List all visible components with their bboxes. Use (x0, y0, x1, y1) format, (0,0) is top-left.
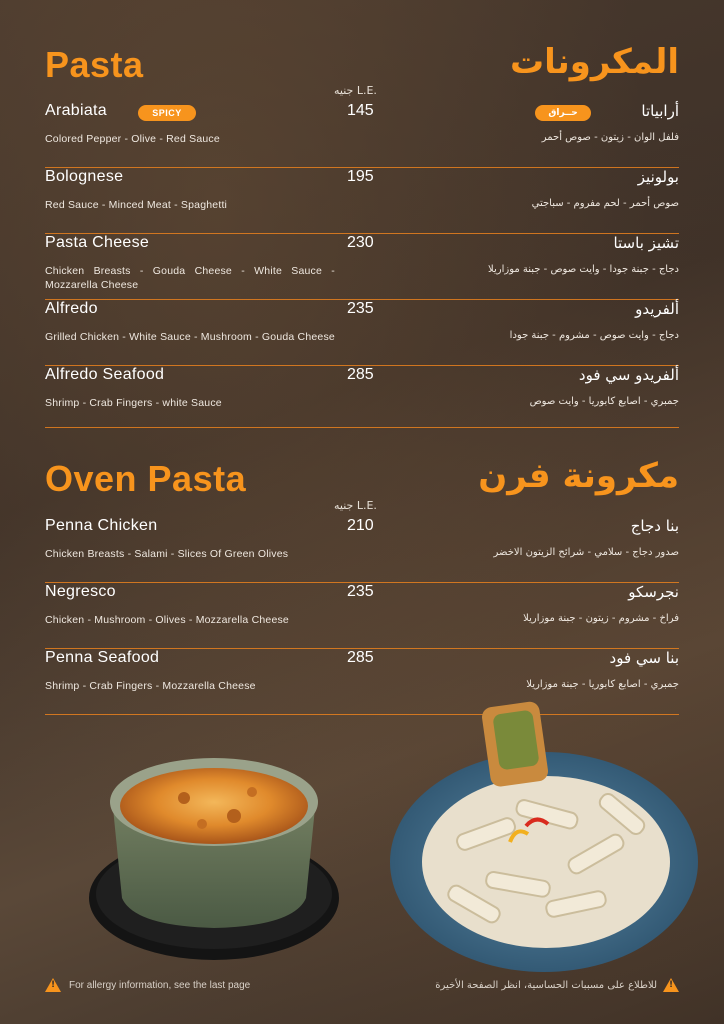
item-name-en: Pasta Cheese (45, 234, 150, 251)
item-desc-en: Grilled Chicken - White Sauce - Mushroom - Gouda Cheese (45, 331, 335, 343)
item-desc-ar: دجاج - جبنة جودا - وايت صوص - جبنة موزاريلا (488, 264, 679, 275)
item-name-ar: نجرسكو (628, 583, 679, 601)
section-title-oven-pasta-ar: مكرونة فرن (478, 456, 679, 496)
menu-item (45, 517, 679, 583)
spicy-badge-ar: حــراق (535, 105, 591, 121)
item-name-en: Arabiata (45, 102, 107, 119)
item-desc-ar: دجاج - وايت صوص - مشروم - جبنة جودا (509, 330, 679, 341)
allergy-note-en (45, 978, 250, 992)
allergy-text-ar: للاطلاع على مسببات الحساسية، انظر الصفحة الأخيرة (435, 979, 657, 991)
item-name-ar: تشيز باستا (613, 234, 679, 252)
item-desc-en: Chicken Breasts - Gouda Cheese - White Sauce - Mozzarella Cheese (45, 265, 335, 291)
item-price: 195 (347, 168, 374, 185)
divider (45, 427, 679, 428)
menu-item (45, 300, 679, 366)
section-title-pasta-en: Pasta (45, 44, 144, 85)
section-title-pasta-ar: المكرونات (510, 42, 679, 82)
item-name-ar: بولونيز (637, 168, 679, 186)
menu-item (45, 102, 679, 168)
menu-item (45, 583, 679, 649)
section-title-oven-pasta-en: Oven Pasta (45, 458, 247, 499)
item-desc-ar: صدور دجاج - سلامي - شرائح الزيتون الاخضر (493, 547, 679, 558)
item-name-ar: ألفريدو سي فود (578, 366, 679, 384)
menu-item (45, 234, 679, 300)
allergy-footer (45, 978, 679, 996)
item-desc-en: Chicken Breasts - Salami - Slices Of Green Olives (45, 548, 289, 560)
currency-label: جنيه L.E. (334, 499, 377, 512)
item-name-en: Penna Chicken (45, 517, 158, 534)
item-desc-en: Red Sauce - Minced Meat - Spaghetti (45, 199, 228, 211)
menu-item (45, 168, 679, 234)
item-price: 285 (347, 366, 374, 383)
item-name-en: Negresco (45, 583, 116, 600)
oven-pasta-bowl-image (84, 728, 344, 968)
allergy-text-en: For allergy information, see the last page (69, 979, 251, 991)
item-name-en: Alfredo Seafood (45, 366, 165, 383)
item-price: 235 (347, 583, 374, 600)
item-desc-ar: جمبري - اصابع كابوريا - جبنة موزاريلا (526, 679, 679, 690)
item-name-en: Alfredo (45, 300, 98, 317)
menu-item (45, 366, 679, 428)
item-price: 285 (347, 649, 374, 666)
item-desc-en: Shrimp - Crab Fingers - Mozzarella Cheese (45, 680, 256, 692)
item-name-ar: بنا دجاج (630, 517, 679, 535)
allergy-note-ar (435, 978, 679, 992)
warning-icon (663, 978, 679, 992)
item-desc-ar: صوص أحمر - لحم مفروم - سباجتي (531, 198, 679, 209)
currency-label: جنيه L.E. (334, 84, 377, 97)
item-price: 210 (347, 517, 374, 534)
item-name-ar: أرابياتا (641, 102, 679, 120)
item-desc-ar: جمبري - اصابع كابوريا - وايت صوص (529, 396, 679, 407)
item-desc-ar: فراخ - مشروم - زيتون - جبنة موزاريلا (523, 613, 679, 624)
item-name-ar: ألفريدو (635, 300, 679, 318)
penne-white-sauce-plate-image (386, 696, 702, 976)
item-price: 235 (347, 300, 374, 317)
warning-icon (45, 978, 61, 992)
spicy-badge: SPICY (138, 105, 196, 121)
item-price: 230 (347, 234, 374, 251)
item-desc-en: Shrimp - Crab Fingers - white Sauce (45, 397, 222, 409)
item-desc-en: Colored Pepper - Olive - Red Sauce (45, 133, 220, 145)
item-name-ar: بنا سي فود (609, 649, 679, 667)
item-name-en: Penna Seafood (45, 649, 160, 666)
item-desc-ar: فلفل الوان - زيتون - صوص أحمر (541, 132, 679, 143)
item-name-en: Bolognese (45, 168, 124, 185)
item-price: 145 (347, 102, 374, 119)
item-desc-en: Chicken - Mushroom - Olives - Mozzarella Cheese (45, 614, 289, 626)
